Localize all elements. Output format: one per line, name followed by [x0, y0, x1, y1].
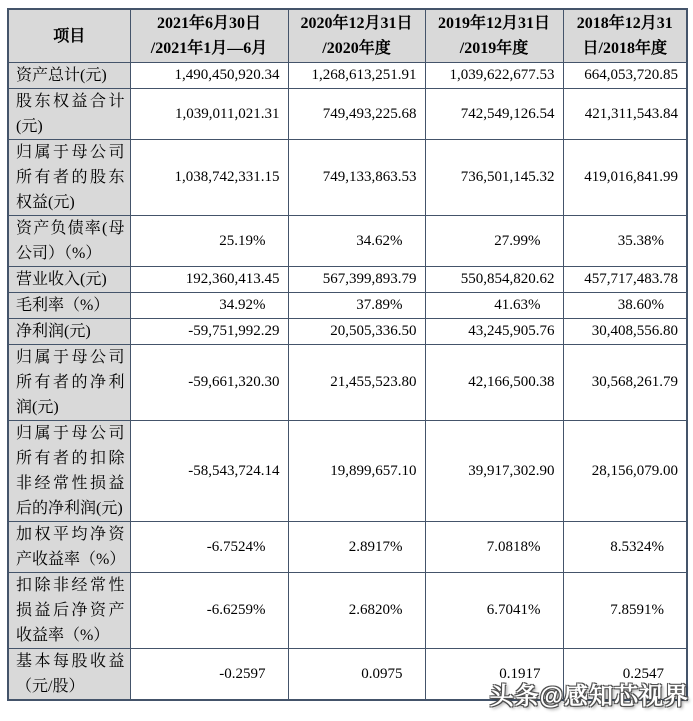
header-line: 2021年6月30日 [156, 15, 261, 32]
cell-value: 6.7041% [425, 573, 563, 649]
cell-value: 192,360,413.45 [130, 267, 288, 293]
header-cell-period [425, 9, 563, 63]
cell-value: 30,408,556.80 [563, 319, 687, 345]
cell-value: -6.7524% [130, 522, 288, 573]
header-cell-period [563, 9, 687, 63]
row-label: 资产负债率(母公司）（%） [8, 216, 130, 267]
header-line: /2019年度 [459, 40, 529, 57]
cell-value: 30,568,261.79 [563, 345, 687, 421]
row-label: 营业收入(元) [8, 267, 130, 293]
cell-value: 0.2547 [563, 649, 687, 701]
cell-value: 421,311,543.84 [563, 89, 687, 140]
cell-value: 1,268,613,251.91 [288, 63, 425, 89]
cell-value: -59,661,320.30 [130, 345, 288, 421]
table-row [8, 63, 687, 89]
table-row [8, 293, 687, 319]
row-label: 归属于母公司所有者的扣除非经常性损益后的净利润(元) [8, 421, 130, 522]
cell-value: 0.0975 [288, 649, 425, 701]
cell-value: 27.99% [425, 216, 563, 267]
header-line: 日/2018年度 [582, 40, 667, 57]
table-row [8, 216, 687, 267]
cell-value: 41.63% [425, 293, 563, 319]
financial-table [7, 8, 688, 701]
cell-value: 7.8591% [563, 573, 687, 649]
table-row [8, 89, 687, 140]
table-row [8, 267, 687, 293]
cell-value: 7.0818% [425, 522, 563, 573]
row-label: 归属于母公司所有者的净利润(元) [8, 345, 130, 421]
cell-value: 34.62% [288, 216, 425, 267]
cell-value: 25.19% [130, 216, 288, 267]
row-label: 股东权益合计(元) [8, 89, 130, 140]
cell-value: 1,038,742,331.15 [130, 140, 288, 216]
cell-value: 28,156,079.00 [563, 421, 687, 522]
cell-value: 749,493,225.68 [288, 89, 425, 140]
table-row [8, 421, 687, 522]
header-cell-period [130, 9, 288, 63]
cell-value: 21,455,523.80 [288, 345, 425, 421]
watermark: 头条@感知芯视界 [489, 683, 689, 710]
table-row [8, 140, 687, 216]
cell-value: 419,016,841.99 [563, 140, 687, 216]
cell-value: 2.8917% [288, 522, 425, 573]
header-line: 2019年12月31日 [437, 15, 550, 32]
cell-value: 38.60% [563, 293, 687, 319]
header-cell-item [8, 9, 130, 63]
header-cell-period [288, 9, 425, 63]
header-row [8, 9, 687, 63]
cell-value: 457,717,483.78 [563, 267, 687, 293]
table-row [8, 345, 687, 421]
table-row [8, 319, 687, 345]
header-line: 项目 [53, 27, 86, 45]
table-row [8, 573, 687, 649]
cell-value: 550,854,820.62 [425, 267, 563, 293]
header-line: 2018年12月31 [576, 15, 673, 32]
cell-value: 742,549,126.54 [425, 89, 563, 140]
cell-value: 19,899,657.10 [288, 421, 425, 522]
cell-value: 567,399,893.79 [288, 267, 425, 293]
cell-value: 1,490,450,920.34 [130, 63, 288, 89]
cell-value: 8.5324% [563, 522, 687, 573]
row-label: 资产总计(元) [8, 63, 130, 89]
cell-value: 2.6820% [288, 573, 425, 649]
table-row [8, 649, 687, 701]
row-label: 毛利率（%） [8, 293, 130, 319]
cell-value: 664,053,720.85 [563, 63, 687, 89]
cell-value: 39,917,302.90 [425, 421, 563, 522]
cell-value: 736,501,145.32 [425, 140, 563, 216]
row-label: 加权平均净资产收益率（%） [8, 522, 130, 573]
row-label: 扣除非经常性损益后净资产收益率（%） [8, 573, 130, 649]
cell-value: -6.6259% [130, 573, 288, 649]
cell-value: -59,751,992.29 [130, 319, 288, 345]
cell-value: 35.38% [563, 216, 687, 267]
row-label: 归属于母公司所有者的股东权益(元) [8, 140, 130, 216]
header-line: /2021年1月—6月 [150, 40, 268, 57]
cell-value: 20,505,336.50 [288, 319, 425, 345]
cell-value: 1,039,622,677.53 [425, 63, 563, 89]
table-row [8, 522, 687, 573]
cell-value: 0.1917 [425, 649, 563, 701]
cell-value: 37.89% [288, 293, 425, 319]
cell-value: -58,543,724.14 [130, 421, 288, 522]
row-label: 净利润(元) [8, 319, 130, 345]
cell-value: -0.2597 [130, 649, 288, 701]
header-line: 2020年12月31日 [300, 15, 413, 32]
cell-value: 43,245,905.76 [425, 319, 563, 345]
cell-value: 1,039,011,021.31 [130, 89, 288, 140]
header-line: /2020年度 [322, 40, 391, 57]
cell-value: 42,166,500.38 [425, 345, 563, 421]
cell-value: 749,133,863.53 [288, 140, 425, 216]
cell-value: 34.92% [130, 293, 288, 319]
row-label: 基本每股收益（元/股） [8, 649, 130, 701]
